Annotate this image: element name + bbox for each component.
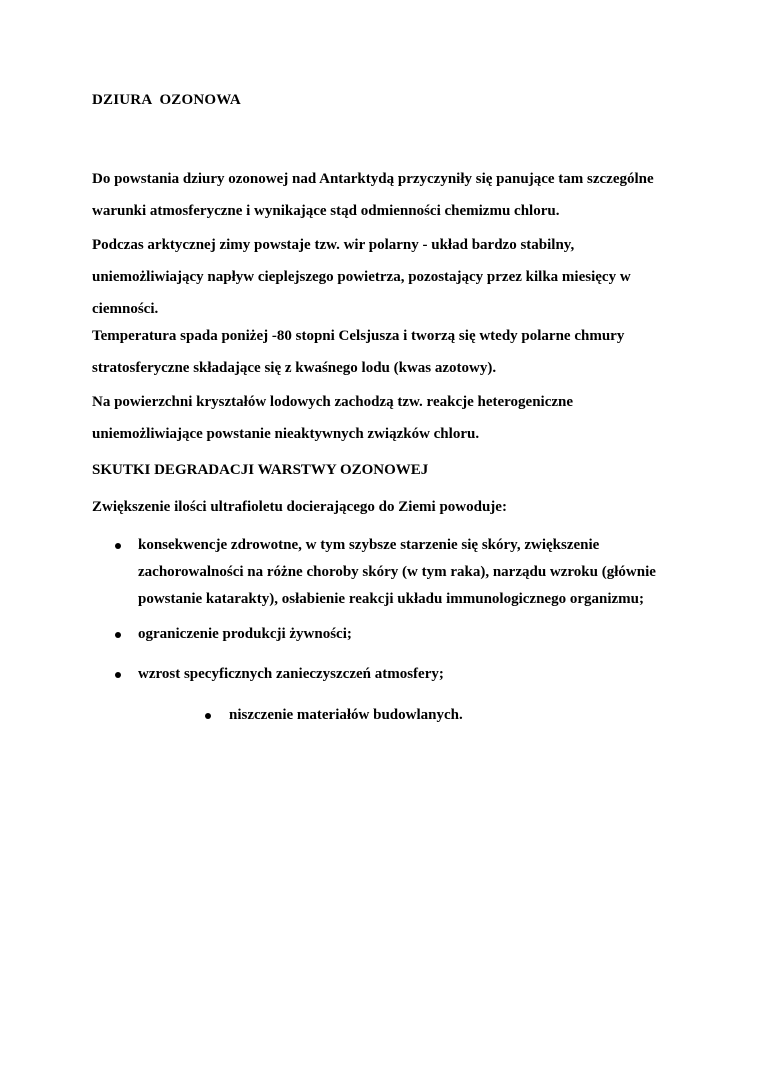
- paragraph-line: Do powstania dziury ozonowej nad Antarktydą przyczyniły się panujące tam szczególne: [92, 171, 654, 187]
- bullet-item-health: [138, 532, 656, 613]
- bullet-item-food: [138, 621, 352, 648]
- bullet-line: ograniczenie produkcji żywności;: [138, 626, 352, 642]
- paragraph-line: Na powierzchni kryształów lodowych zachodzą tzw. reakcje heterogeniczne: [92, 394, 574, 410]
- paragraph-line: uniemożliwiający napływ cieplejszego powietrza, pozostający przez kilka miesięcy w: [92, 269, 631, 285]
- bullet-icon: [115, 632, 121, 638]
- bullet-item-materials: [229, 702, 463, 729]
- paragraph-ice-crystals: [92, 386, 682, 450]
- bullet-line: konsekwencje zdrowotne, w tym szybsze starzenie się skóry, zwiększenie: [138, 537, 600, 553]
- bullet-line: zachorowalności na różne choroby skóry (w tym raka), narządu wzroku (głównie: [138, 564, 656, 580]
- paragraph-line: Zwiększenie ilości ultrafioletu docierającego do Ziemi powoduje:: [92, 499, 507, 515]
- bullet-icon: [115, 543, 121, 549]
- bullet-line: powstanie katarakty), osłabienie reakcji układu immunologicznego organizmu;: [138, 591, 644, 607]
- paragraph-line: stratosferyczne składające się z kwaśnego lodu (kwas azotowy).: [92, 360, 497, 376]
- paragraph-line: uniemożliwiające powstanie nieaktywnych związków chloru.: [92, 426, 480, 442]
- paragraph-ozone-hole-cause: [92, 163, 682, 227]
- bullet-line: niszczenie materiałów budowlanych.: [229, 707, 463, 723]
- paragraph-line: Temperatura spada poniżej -80 stopni Celsjusza i tworzą się wtedy polarne chmury: [92, 328, 625, 344]
- bullet-item-pollution: [138, 661, 444, 688]
- bullet-icon: [205, 713, 211, 719]
- paragraph-temperature: [92, 320, 682, 384]
- paragraph-polar-vortex: [92, 229, 682, 325]
- bullet-icon: [115, 672, 121, 678]
- effects-intro: [92, 491, 682, 523]
- paragraph-line: ciemności.: [92, 301, 159, 317]
- section-heading-effects: SKUTKI DEGRADACJI WARSTWY OZONOWEJ: [92, 462, 429, 478]
- paragraph-line: warunki atmosferyczne i wynikające stąd odmienności chemizmu chloru.: [92, 203, 560, 219]
- document-title: DZIURA OZONOWA: [92, 92, 241, 108]
- bullet-line: wzrost specyficznych zanieczyszczeń atmosfery;: [138, 666, 444, 682]
- paragraph-line: Podczas arktycznej zimy powstaje tzw. wir polarny - układ bardzo stabilny,: [92, 237, 575, 253]
